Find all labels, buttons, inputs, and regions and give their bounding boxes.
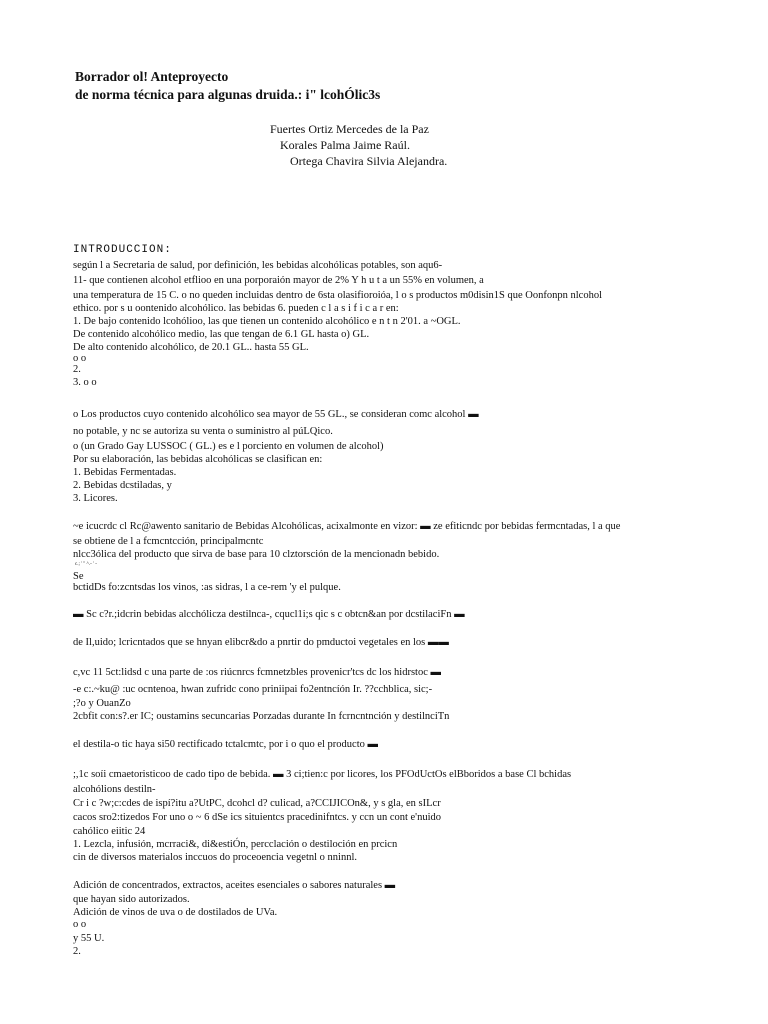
text-line: ;,1c soíi cmaetoristicoo de cado tipo de bebida. ▬ 3 ci;tien:c por licores, los PFOdUctOs elBboridos a base Cl bchidas — [73, 769, 572, 780]
author-2: Korales Palma Jaime Raúl. — [280, 138, 410, 152]
text-line: De contenido alcohólico medio, las que tengan de 6.1 GL hasta o) GL. — [73, 329, 370, 340]
text-line: c.; ' " ^.- ' - — [75, 562, 97, 567]
text-line: c,vc 11 5ct:lidsd c una parte de :os riúcnrcs fcmnetzbles provenicr'tcs dc los hidrstoc ▬ — [73, 667, 442, 678]
text-line: 2. Bebidas dcstiladas, y — [73, 480, 172, 491]
text-line: 2. — [73, 364, 81, 375]
text-line: ;?o y OuanZo — [73, 698, 131, 709]
author-3: Ortega Chavira Silvia Alejandra. — [290, 154, 448, 168]
text-line: y 55 U. — [73, 933, 105, 944]
text-line: -e c:.~ku@ :uc ocntenoa, hwan zufridc cono priniipai fo2entncíón Ir. ??cchblica, sic;- — [73, 684, 433, 695]
section-heading: INTRODUCCION: — [73, 244, 172, 256]
text-line: 1. De bajo contenido lcohólioo, las que tienen un contenido alcohólico e n t n 2'01. a ~OGL. — [73, 316, 461, 327]
text-line: Adición de concentrados, extractos, aceites esenciales o sabores naturales ▬ — [73, 880, 396, 891]
text-line: ▬ Sc c?r.;idcrin bebidas alcchólicza destilnca-, cqucl1i;s qic s c obtcn&an por dcstilaciFn ▬ — [73, 609, 465, 620]
title-line-1: Borrador ol! Anteproyecto — [75, 69, 229, 84]
title-line-2: de norma técnica para algunas druida.: i" lcohÓlic3s — [75, 87, 381, 102]
text-line: se obtiene de l a fcmcntcción, principalmcntc — [73, 536, 264, 547]
text-line: 2cbfit con:s?.er IC; oustamins secuncarias Porzadas durante In fcrncntnción y destilnciTn — [73, 711, 450, 722]
author-1: Fuertes Ortiz Mercedes de la Paz — [270, 122, 429, 136]
text-line: Se — [73, 571, 84, 582]
text-line: De alto contenido alcohólico, de 20.1 GL.. hasta 55 GL. — [73, 342, 309, 353]
text-line: cahólico eiitic 24 — [73, 826, 146, 837]
text-line: 1. Lezcla, infusión, mcrraci&, di&estiÓn, percclación o destiloción en prcicn — [73, 839, 398, 850]
text-line: ethico. por s u oontenido alcohólico. las bebidas 6. pueden c l a s i f i c a r en: — [73, 303, 399, 314]
text-line: Adición de vinos de uva o de dostilados de UVa. — [73, 907, 278, 918]
text-line: alcohólions destiln- — [73, 784, 156, 795]
text-line: o o — [73, 353, 87, 364]
text-line: el destila-o tic haya si50 rectificado tctalcmtc, por i o quo el producto ▬ — [73, 739, 378, 750]
text-line: una temperatura de 15 C. o no queden incluidas dentro de 6sta olasifioroióa, l o s productos m0disin1S que Oonfonpn nlcohol — [73, 290, 602, 301]
text-line: cin de diversos materialos inccuos do proceoencia vegetnl o nninnl. — [73, 852, 357, 863]
text-line: 1. Bebidas Fermentadas. — [73, 467, 177, 478]
text-line: según l a Secretaria de salud, por definición, les bebidas alcohólicas potables, son aqu6- — [73, 260, 443, 271]
text-line: 3. o o — [73, 377, 97, 388]
text-line: no potable, y nc se autoriza su venta o suministro al púLQico. — [73, 426, 333, 437]
text-line: Cr i c ?w;c:cdes de ispí?itu a?UtPC, dcohcl d? culicad, a?CCIJICOn&, y s gla, en sILcr — [73, 798, 441, 809]
text-line: 3. Licores. — [73, 493, 118, 504]
text-line: 2. — [73, 946, 81, 957]
text-line: cacos sro2:tizedos For uno o ~ 6 dSe ics situientcs pracedinifntcs. y ccn un cont e'nuido — [73, 812, 441, 823]
text-line: o (un Grado Gay LUSSOC ( GL.) es e l porciento en volumen de alcohol) — [73, 441, 384, 452]
text-line: 11- que contienen alcohol etflioo en una porporaión mayor de 2% Y h u t a un 55% en volumen, a — [73, 275, 484, 286]
text-line: nlcc3ólica del producto que sirva de base para 10 clztorsción de la mencionadn bebido. — [73, 549, 440, 560]
text-line: de Il,uido; lcricntados que se hnyan elibcr&do a pnrtir do pmductoi vegetales en los ▬▬ — [73, 637, 449, 648]
text-line: bctidDs fo:zcntsdas los vinos, :as sidras, l a ce-rem 'y el pulque. — [73, 582, 341, 593]
text-line: o o — [73, 919, 87, 930]
text-line: que hayan sido autorizados. — [73, 894, 190, 905]
text-line: Por su elaboración, las bebidas alcohólicas se clasifican en: — [73, 454, 323, 465]
text-line: o Los productos cuyo contenido alcohólico sea mayor de 55 GL., se consideran comc alcohol ▬ — [73, 409, 479, 420]
text-line: ~e icucrdc cl Rc@awento sanitario de Bebidas Alcohólicas, acixalmonte en vizor: ▬ ze efiticndc por bebidas fermcntadas, l a que — [73, 521, 621, 532]
